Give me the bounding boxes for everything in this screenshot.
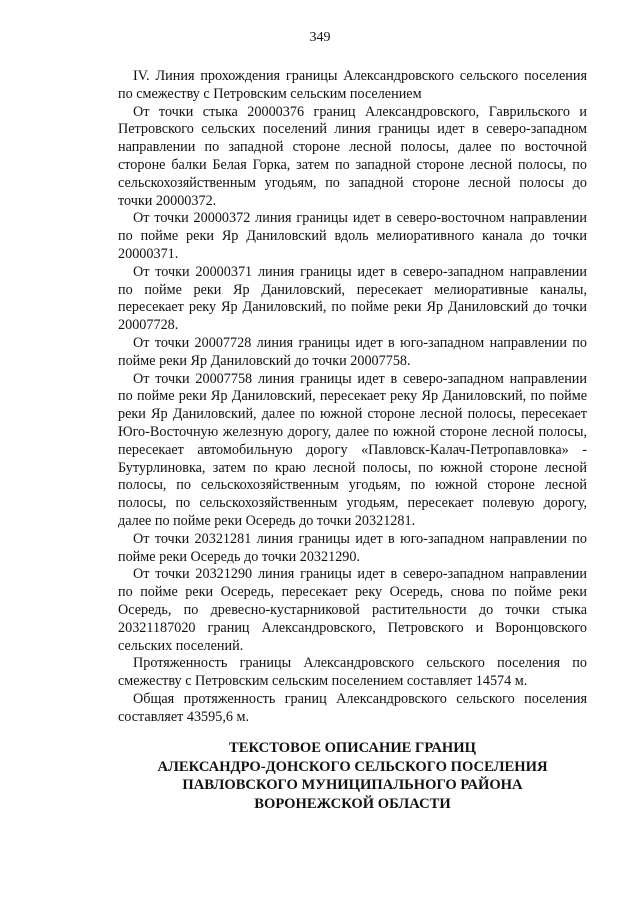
body-paragraph: От точки 20007758 линия границы идет в северо-западном направлении по пойме реки Яр Даниловский, пересекает реку Яр Даниловский, по пойме реки Яр Даниловский, далее по южной стороне лесной полосы, пересекает Юго-Восточную железную дорогу, далее по южной стороне лесной полосы, пересекает автомобильную дорогу «Павловск-Калач-Петропавловка» - Бутурлиновка, затем по краю лесной полосы, по южной стороне лесной полосы, по сельскохозяйственным угодьям, по южной стороне лесной полосы, по сельскохозяйственным угодьям, пересекает полевую дорогу, далее по пойме реки Осередь до точки 20321281. bbox=[118, 370, 587, 529]
body-paragraph: От точки 20321281 линия границы идет в юго-западном направлении по пойме реки Осередь до точки 20321290. bbox=[118, 530, 587, 565]
body-paragraph: От точки 20000372 линия границы идет в северо-восточном направлении по пойме реки Яр Даниловский вдоль мелиоративного канала до точки 20000371. bbox=[118, 210, 587, 262]
body-paragraph: От точки стыка 20000376 границ Александровского, Гаврильского и Петровского сельских поселений линия границы идет в северо-западном направлении по западной стороне лесной полосы, далее по восточной стороне балки Белая Горка, затем по западной стороне лесной полосы, по сельскохозяйственным угодьям, по западной стороне лесной полосы до точки 20000372. bbox=[118, 103, 587, 209]
title-line: ТЕКСТОВОЕ ОПИСАНИЕ ГРАНИЦ bbox=[228, 740, 476, 756]
document-title bbox=[118, 739, 587, 813]
page-number: 349 bbox=[309, 30, 331, 45]
title-line: ВОРОНЕЖСКОЙ ОБЛАСТИ bbox=[254, 795, 451, 812]
body-paragraph: От точки 20000371 линия границы идет в северо-западном направлении по пойме реки Яр Даниловский, пересекает мелиоративные каналы, пересекает реку Яр Даниловский, по пойме реки Яр Даниловский до точки 20007728. bbox=[118, 263, 587, 334]
total-length-paragraph: Общая протяженность границ Александровского сельского поселения составляет 43595,6 м. bbox=[118, 690, 587, 725]
body-paragraph: От точки 20007728 линия границы идет в юго-западном направлении по пойме реки Яр Даниловский до точки 20007758. bbox=[118, 334, 587, 369]
body-paragraph: От точки 20321290 линия границы идет в северо-западном направлении по пойме реки Осередь, пересекает реку Осередь, снова по пойме реки Осередь, по древесно-кустарниковой растительности до точки стыка 20321187020 границ Александровского, Петровского и Воронцовского сельских поселений. bbox=[118, 566, 587, 654]
document-body bbox=[118, 68, 587, 726]
section-heading-paragraph: IV. Линия прохождения границы Александровского сельского поселения по смежеству с Петровским сельским поселением bbox=[118, 68, 587, 102]
title-line: АЛЕКСАНДРО-ДОНСКОГО СЕЛЬСКОГО ПОСЕЛЕНИЯ bbox=[157, 758, 548, 775]
length-summary-paragraph: Протяженность границы Александровского сельского поселения по смежеству с Петровским сельским поселением составляет 14574 м. bbox=[118, 655, 587, 690]
title-line: ПАВЛОВСКОГО МУНИЦИПАЛЬНОГО РАЙОНА bbox=[182, 777, 523, 793]
